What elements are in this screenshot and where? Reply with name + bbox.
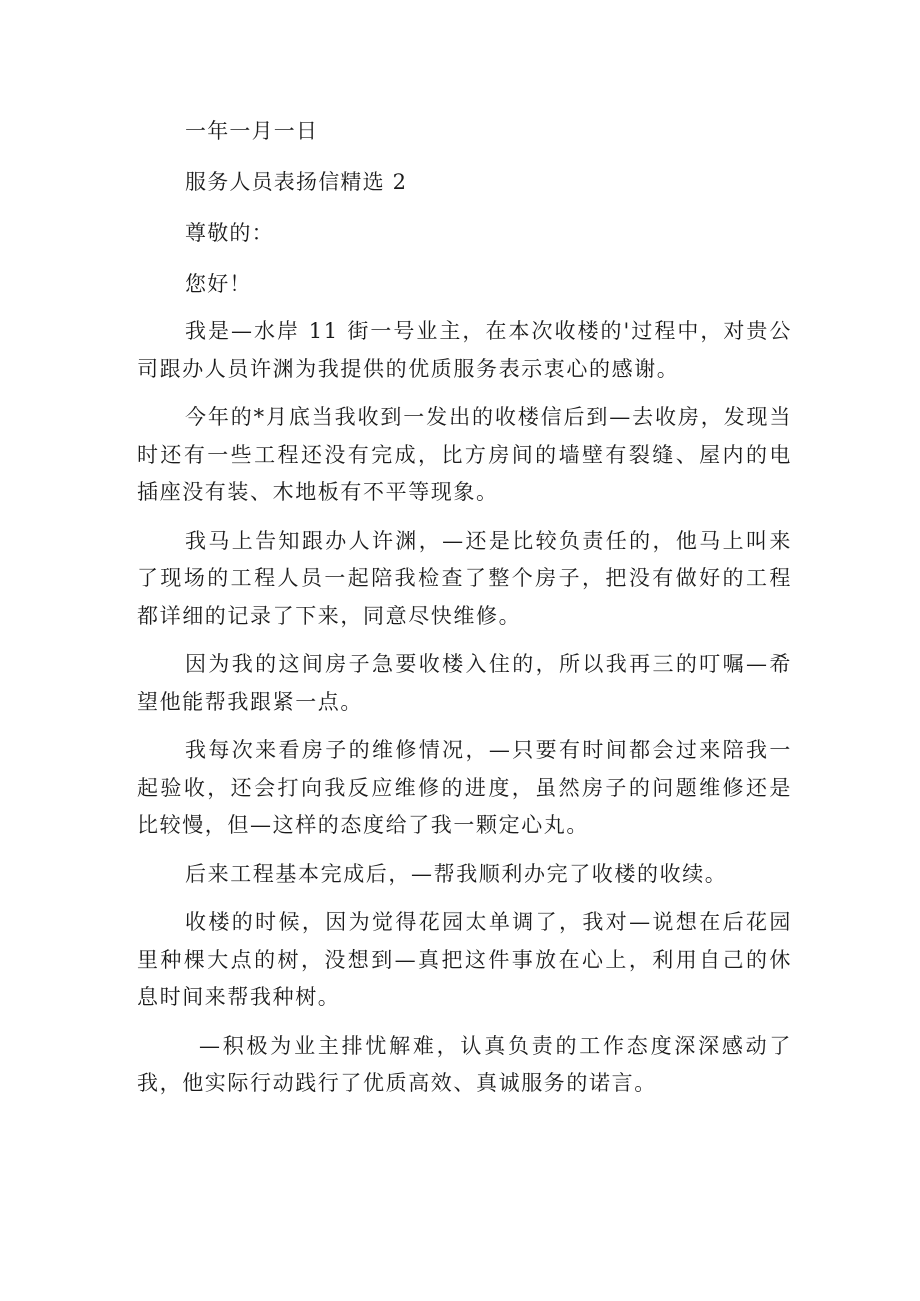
paragraph-3: 我马上告知跟办人许渊，—还是比较负责任的，他马上叫来了现场的工程人员一起陪我检查了整个房子，把没有做好的工程都详细的记录了下来，同意尽快维修。 [137,528,792,628]
date-line: 一年一月一日 [185,119,319,143]
paragraph-1: 我是—水岸 11 街一号业主，在本次收楼的'过程中，对贵公司跟办人员许渊为我提供的优质服务表示衷心的感谢。 [137,319,792,381]
paragraph-7: 收楼的时候，因为觉得花园太单调了，我对—说想在后花园里种棵大点的树，没想到—真把这件事放在心上，利用自己的休息时间来帮我种树。 [137,910,792,1009]
paragraph-5: 我每次来看房子的维修情况，—只要有时间都会过来陪我一起验收，还会打向我反应维修的进度，虽然房子的问题维修还是比较慢，但—这样的态度给了我一颗定心丸。 [137,738,792,837]
letter-title: 服务人员表扬信精选 2 [185,170,408,194]
paragraph-2: 今年的*月底当我收到一发出的收楼信后到—去收房，发现当时还有一些工程还没有完成，比方房间的墙壁有裂缝、屋内的电插座没有装、木地板有不平等现象。 [137,405,792,504]
paragraph-6: 后来工程基本完成后，—帮我顺利办完了收楼的收续。 [185,861,728,886]
paragraph-8: —积极为业主排忧解难，认真负责的工作态度深深感动了我，他实际行动践行了优质高效、真诚服务的诺言。 [137,1033,792,1095]
paragraph-4: 因为我的这间房子急要收楼入住的，所以我再三的叮嘱—希望他能帮我跟紧一点。 [137,652,792,714]
letter-body [137,116,792,1114]
greeting: 您好！ [185,272,252,296]
salutation: 尊敬的： [185,221,274,245]
